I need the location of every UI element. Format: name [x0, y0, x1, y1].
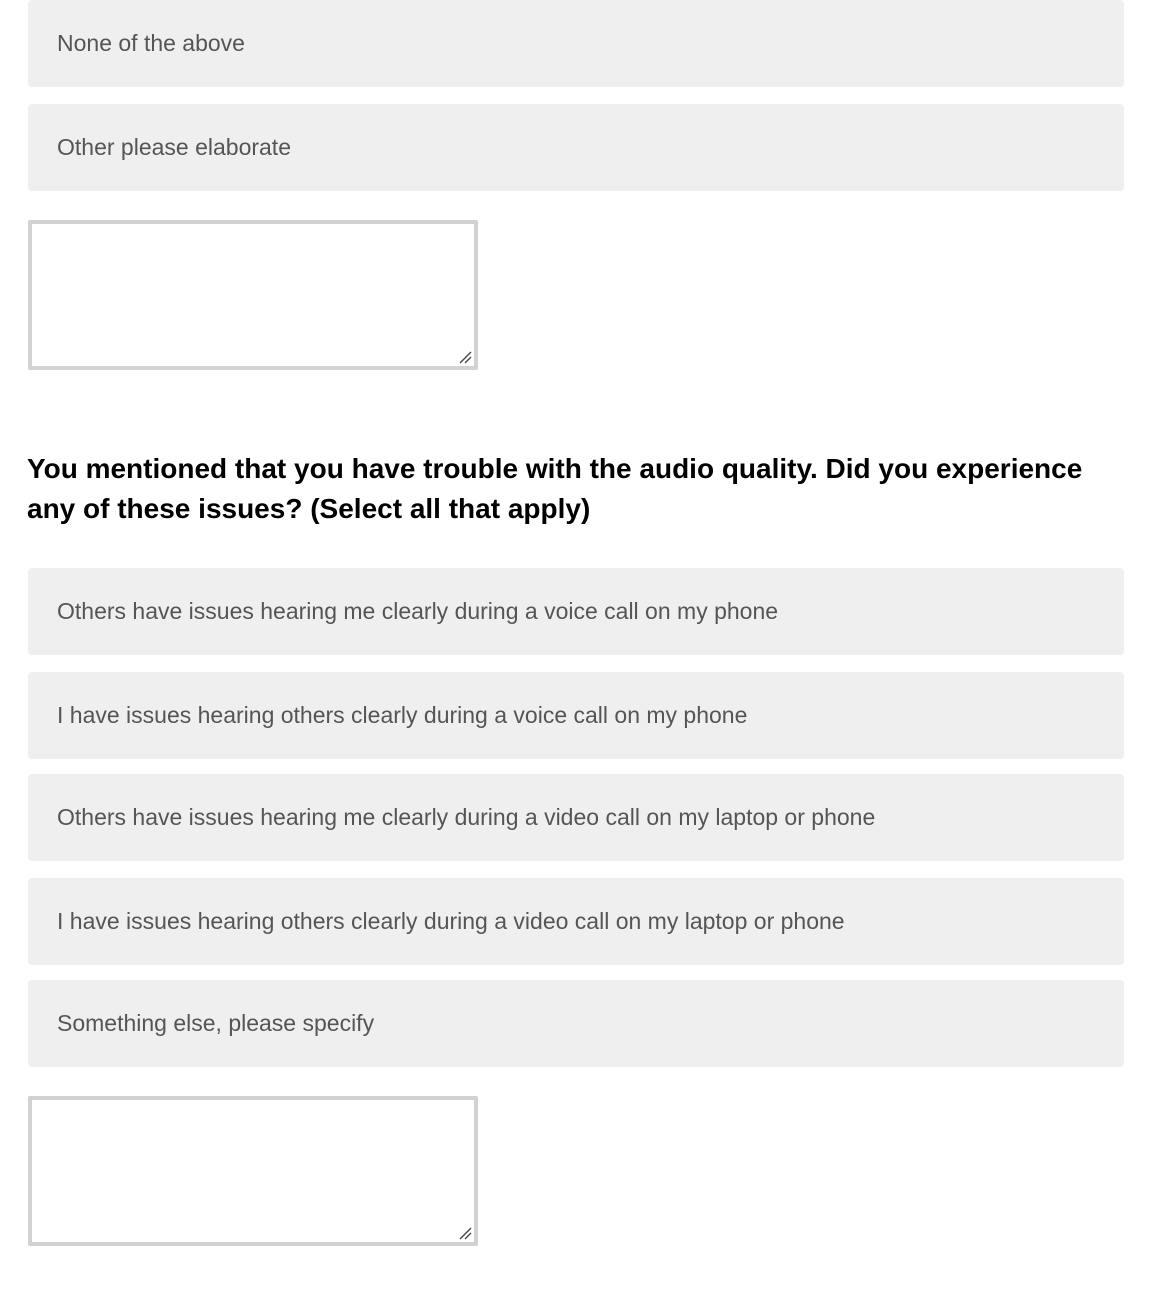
option-i-hear-others-voice-call[interactable]: [28, 672, 1124, 759]
other-elaborate-textarea[interactable]: [28, 220, 478, 370]
option-label: I have issues hearing others clearly during a video call on my laptop or phone: [57, 908, 845, 934]
option-others-hear-me-video-call[interactable]: [28, 774, 1124, 861]
option-label: Something else, please specify: [57, 1010, 375, 1036]
other-elaborate-field-wrapper: [28, 220, 478, 370]
something-else-textarea[interactable]: [28, 1096, 478, 1246]
something-else-field-wrapper: [28, 1096, 478, 1246]
option-label: Other please elaborate: [57, 134, 291, 160]
option-label: Others have issues hearing me clearly during a video call on my laptop or phone: [57, 804, 876, 830]
option-other-please-elaborate[interactable]: [28, 104, 1124, 191]
resize-grip-icon[interactable]: [458, 350, 472, 364]
option-label: Others have issues hearing me clearly during a voice call on my phone: [57, 598, 779, 624]
option-i-hear-others-video-call[interactable]: [28, 878, 1124, 965]
option-label: I have issues hearing others clearly during a voice call on my phone: [57, 702, 748, 728]
resize-grip-icon[interactable]: [458, 1226, 472, 1240]
option-others-hear-me-voice-call[interactable]: [28, 568, 1124, 655]
option-label: None of the above: [57, 30, 245, 56]
option-something-else[interactable]: [28, 980, 1124, 1067]
option-none-of-the-above[interactable]: [28, 0, 1124, 87]
question-title: You mentioned that you have trouble with the audio quality. Did you experience any of these issues? (Select all that apply): [27, 453, 1083, 524]
